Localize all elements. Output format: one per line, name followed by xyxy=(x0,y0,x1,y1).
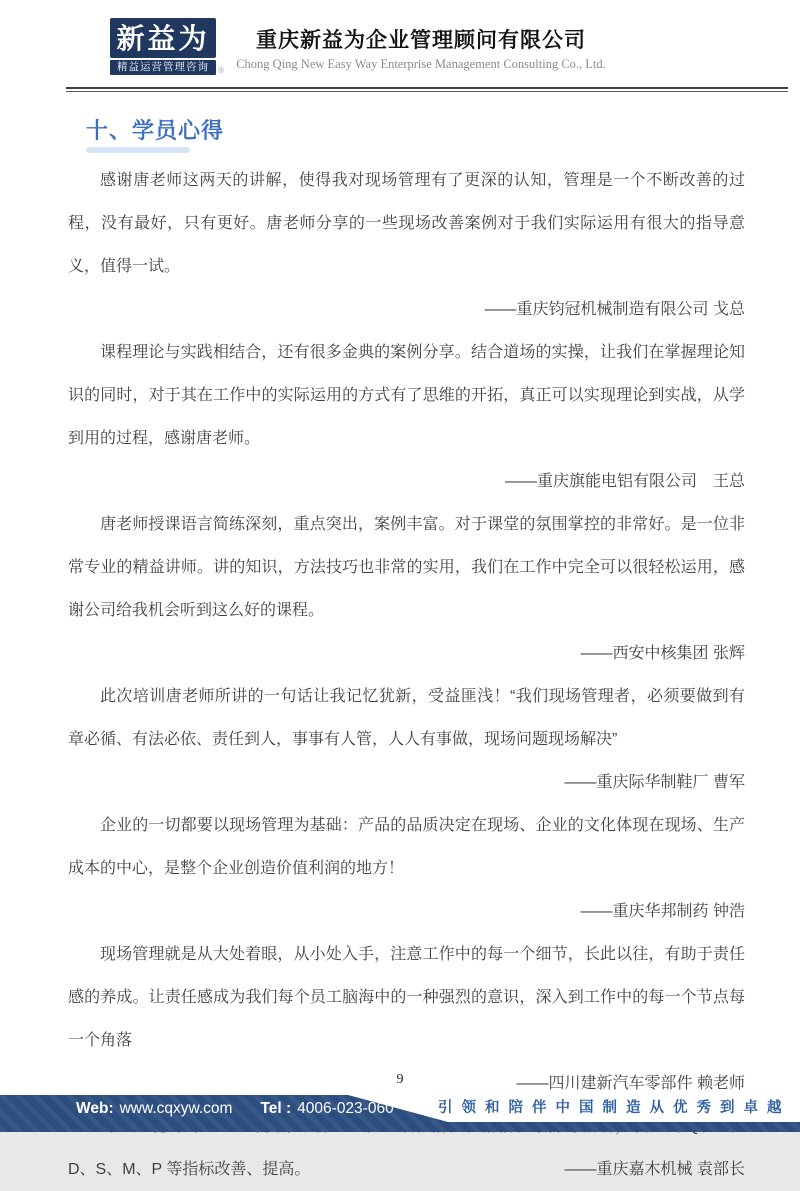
page-header xyxy=(0,0,800,82)
footer-phone-number: 4006-023-060 xyxy=(297,1099,394,1117)
registered-mark-icon: ® xyxy=(218,66,225,75)
testimonial-text: 企业的一切都要以现场管理为基础：产品的品质决定在现场、企业的文化体现在现场、生产成本的中心，是整个企业创造价值利润的地方！ xyxy=(68,817,745,877)
testimonial-text: 唐老师授课语言简练深刻，重点突出，案例丰富。对于课堂的氛围掌控的非常好。是一位非常专业的精益讲师。讲的知识，方法技巧也非常的实用，我们在工作中完全可以很轻松运用，感谢公司给我机会听到这么好的课程。 xyxy=(68,516,745,619)
logo-main-text: 新益为 xyxy=(110,18,216,58)
testimonial-text: 现场管理就是从大处着眼，从小处入手，注意工作中的每一个细节，长此以往，有助于责任感的养成。让责任感成为我们每个员工脑海中的一种强烈的意识，深入到工作中的每一个节点每一个角落 xyxy=(68,946,745,1049)
logo-sub-label: 精益运营管理咨询 xyxy=(117,61,209,73)
page-footer xyxy=(0,1095,800,1132)
company-name-en: Chong Qing New Easy Way Enterprise Management Consulting Co., Ltd. xyxy=(236,57,606,71)
testimonial-attribution: ——重庆钧冠机械制造有限公司 戈总 xyxy=(484,301,745,318)
section-title: 十、学员心得 xyxy=(86,118,225,143)
testimonial-attribution: ——西安中核集团 张辉 xyxy=(580,645,745,662)
footer-website-link[interactable]: www.cqxyw.com xyxy=(119,1099,233,1117)
testimonial-attribution: ——重庆华邦制药 钟浩 xyxy=(580,903,745,920)
testimonial-attribution: ——重庆际华制鞋厂 曹军 xyxy=(564,774,745,791)
page-body xyxy=(0,118,800,1191)
testimonial-attribution: ——重庆旗能电铝有限公司 王总 xyxy=(504,473,745,490)
testimonial-text: 感谢唐老师这两天的讲解，使得我对现场管理有了更深的认知，管理是一个不断改善的过程，没有最好，只有更好。唐老师分享的一些现场改善案例对于我们实际运用有很大的指导意义，值得一试。 xyxy=(68,172,745,275)
testimonial-text: D、S、M、P 等指标改善、提高。 xyxy=(68,1161,311,1178)
footer-contact xyxy=(76,1095,394,1122)
testimonial-attribution: ——重庆嘉木机械 袁部长 xyxy=(564,1161,745,1178)
company-name-cn: 重庆新益为企业管理顾问有限公司 xyxy=(256,29,586,52)
page-number: 9 xyxy=(396,1072,404,1087)
logo-sub-text xyxy=(110,60,225,75)
footer-slogan: 引领和陪伴中国制造从优秀到卓越 xyxy=(438,1100,791,1116)
footer-tel-label: Tel : xyxy=(260,1099,292,1117)
testimonial-list xyxy=(0,153,800,1191)
testimonial-text: 此次培训唐老师所讲的一句话让我记忆犹新，受益匪浅！“我们现场管理者，必须要做到有章必循、有法必依、责任到人，事事有人管，人人有事做，现场问题现场解决” xyxy=(68,688,745,748)
company-names xyxy=(226,18,616,72)
testimonial-text: 课程理论与实践相结合，还有很多金典的案例分享。结合道场的实操，让我们在掌握理论知识的同时，对于其在工作中的实际运用的方式有了思维的开拓，真正可以实现理论到实战，从学到用的过程，感谢唐老师。 xyxy=(68,344,745,447)
header-divider xyxy=(66,87,788,92)
company-logo xyxy=(110,18,225,75)
footer-web-label: Web: xyxy=(76,1099,114,1117)
testimonial-attribution: ——四川建新汽车零部件 赖老师 xyxy=(516,1075,745,1092)
